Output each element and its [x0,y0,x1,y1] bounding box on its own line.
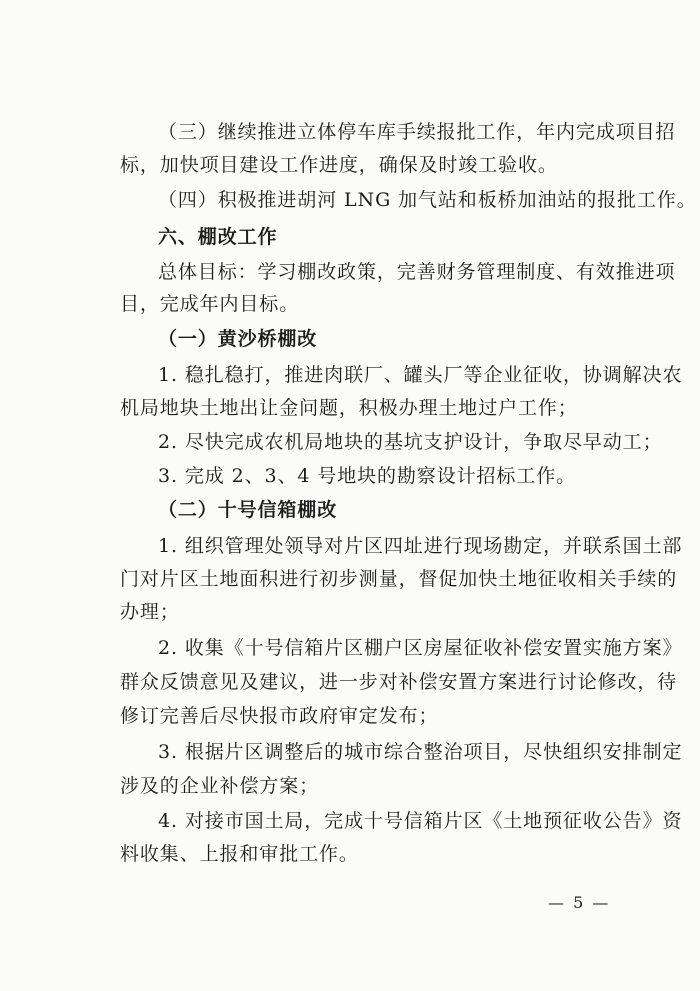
paragraph-line: 1. 组织管理处领导对片区四址进行现场勘定，并联系国土部 [158,535,683,557]
subsection-heading: （一）黄沙桥棚改 [158,328,318,350]
paragraph-line: 办理； [120,601,180,623]
paragraph-line: 2. 尽快完成农机局地块的基坑支护设计，争取尽早动工； [158,431,663,453]
paragraph-line: 3. 完成 2、3、4 号地块的勘察设计招标工作。 [158,465,577,487]
paragraph-line: （三）继续推进立体停车库手续报批工作，年内完成项目招 [158,121,676,143]
paragraph-line: 群众反馈意见及建议，进一步对补偿安置方案进行讨论修改，待 [120,671,678,693]
paragraph-line: 1. 稳扎稳打，推进肉联厂、罐头厂等企业征收，协调解决农 [158,364,683,386]
paragraph-line: 涉及的企业补偿方案； [120,775,320,797]
paragraph-line: 机局地块土地出让金问题，积极办理土地过户工作； [120,397,578,419]
paragraph-line: 总体目标：学习棚改政策，完善财务管理制度、有效推进项 [158,261,676,283]
section-heading: 六、棚改工作 [158,226,278,248]
paragraph-line: 2. 收集《十号信箱片区棚户区房屋征收补偿安置实施方案》 [158,637,683,659]
paragraph-line: 4. 对接市国土局，完成十号信箱片区《土地预征收公告》资 [158,810,683,832]
paragraph-line: 标，加快项目建设工作进度，确保及时竣工验收。 [120,154,558,176]
paragraph-line: 门对片区土地面积进行初步测量，督促加快土地征收相关手续的 [120,568,678,590]
paragraph-line: 料收集、上报和审批工作。 [120,843,359,865]
paragraph-line: （四）积极推进胡河 LNG 加气站和板桥加油站的报批工作。 [158,189,697,211]
paragraph-line: 修订完善后尽快报市政府审定发布； [120,705,439,727]
paragraph-line: 3. 根据片区调整后的城市综合整治项目，尽快组织安排制定 [158,741,683,763]
page-number: — 5 — [548,893,611,912]
subsection-heading: （二）十号信箱棚改 [158,499,338,521]
paragraph-line: 目，完成年内目标。 [120,293,300,315]
